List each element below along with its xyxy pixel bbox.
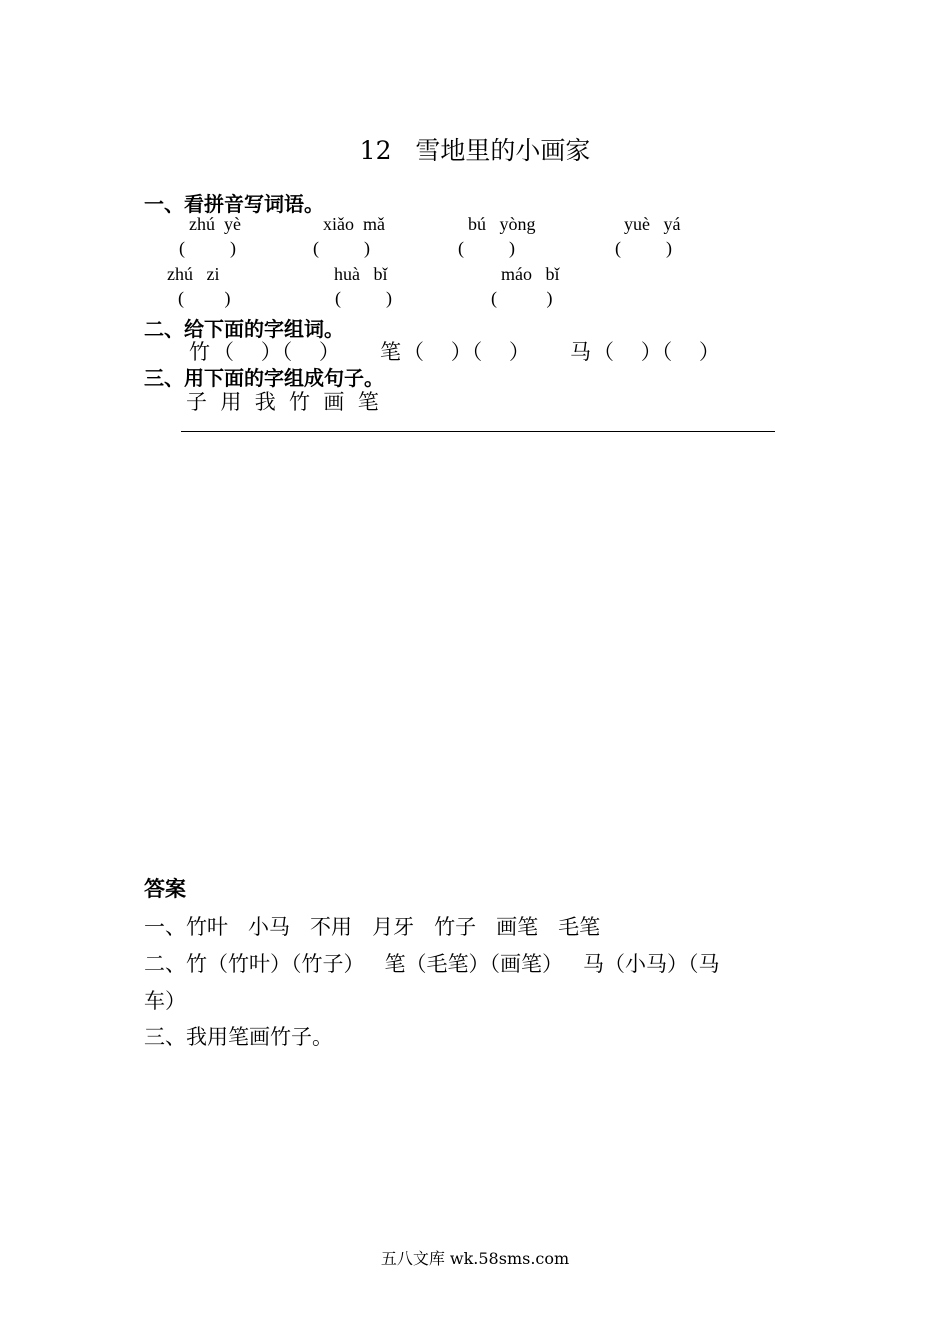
pinyin-item: zhú yè <box>189 214 241 234</box>
section2-heading: 二、给下面的字组词。 <box>144 317 344 341</box>
answer-blank: ( ) <box>179 238 236 258</box>
answer-blank: ( ) <box>458 238 515 258</box>
answers-heading: 答案 <box>144 877 186 901</box>
answer-blank: （ ）（ ） <box>213 340 340 364</box>
answer-blank: ( ) <box>615 238 672 258</box>
answer-blank: ( ) <box>491 288 553 308</box>
pinyin-item: bú yòng <box>468 214 536 234</box>
answer-blank: ( ) <box>313 238 370 258</box>
answer-line-2: 二、竹（竹叶）（竹子） 笔（毛笔）（画笔） 马（小马）（马 <box>144 952 720 976</box>
word-char: 竹 <box>189 340 210 364</box>
answer-line-4: 三、我用笔画竹子。 <box>144 1025 333 1049</box>
footer-watermark: 五八文库 wk.58sms.com <box>380 1249 570 1268</box>
pinyin-item: huà bǐ <box>334 264 388 284</box>
answer-blank: ( ) <box>335 288 392 308</box>
sentence-chars: 子 用 我 竹 画 笔 <box>186 390 379 414</box>
section1-heading: 一、看拼音写词语。 <box>144 192 324 216</box>
section3-heading: 三、用下面的字组成句子。 <box>144 366 384 390</box>
word-char: 笔 <box>380 340 401 364</box>
pinyin-item: zhú zi <box>167 264 220 284</box>
answer-blank: （ ）（ ） <box>403 340 530 364</box>
page-title: 12 雪地里的小画家 <box>359 136 591 165</box>
answer-blank: ( ) <box>178 288 231 308</box>
pinyin-item: máo bǐ <box>501 264 560 284</box>
pinyin-item: xiǎo mǎ <box>323 214 385 234</box>
answer-line <box>181 431 775 432</box>
answer-line-3: 车） <box>144 989 186 1013</box>
word-char: 马 <box>570 340 591 364</box>
answer-blank: （ ）（ ） <box>593 340 720 364</box>
pinyin-item: yuè yá <box>624 214 681 234</box>
answer-line-1: 一、竹叶 小马 不用 月牙 竹子 画笔 毛笔 <box>144 915 601 939</box>
